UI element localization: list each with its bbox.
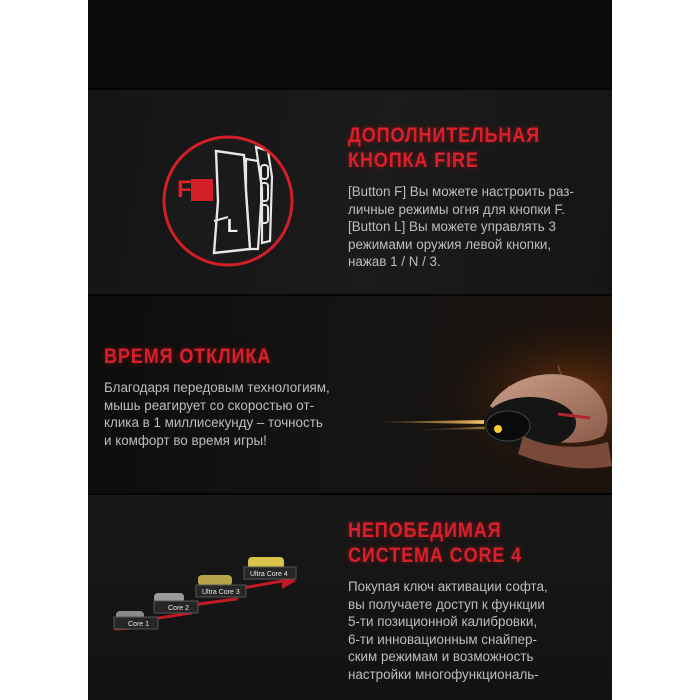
top-dark-band xyxy=(88,0,612,88)
step-core-1 xyxy=(114,611,158,629)
product-banner xyxy=(88,0,612,700)
section-title: ВРЕМЯ ОТКЛИКА xyxy=(104,345,272,368)
section-title: ДОПОЛНИТЕЛЬНАЯ КНОПКА FIRE xyxy=(348,124,541,172)
step-core-2 xyxy=(154,593,198,613)
l-letter: L xyxy=(227,216,238,236)
svg-text:Core 1: Core 1 xyxy=(128,621,150,628)
section-description: Благодаря передовым технологиям, мышь реагирует со скоростью от- клика в 1 миллисекунду – точность и комфорт во время игры! xyxy=(104,380,330,448)
f-letter: F xyxy=(177,176,192,203)
svg-text:Ultra Core 4: Ultra Core 4 xyxy=(250,571,288,578)
section-fire-button xyxy=(88,90,612,294)
section-response-time xyxy=(88,296,612,493)
svg-text:Ultra Core 3: Ultra Core 3 xyxy=(202,589,240,596)
section-title: НЕПОБЕДИМАЯ СИСТЕМА CORE 4 xyxy=(348,519,523,567)
svg-text:Core 2: Core 2 xyxy=(168,605,190,612)
mouse-in-hand-image xyxy=(358,326,612,486)
section-description: [Button F] Вы можете настроить раз- личные режимы огня для кнопки F. [Button L] Вы можете управлять 3 режимами оружия левой кнопки, нажав 1 / N / 3. xyxy=(348,184,574,270)
section-core4 xyxy=(88,495,612,700)
step-ultra-core-3 xyxy=(196,575,246,597)
fire-button-mouse-icon xyxy=(158,131,298,271)
step-ultra-core-4 xyxy=(244,557,296,579)
core-steps-graphic xyxy=(96,551,336,641)
section-description: Покупая ключ активации софта, вы получаете доступ к функции 5-ти позиционной калибровки, 6-ти инновационным снайпер- ским режимам и возможность настройки многофункциональ- xyxy=(348,579,548,682)
